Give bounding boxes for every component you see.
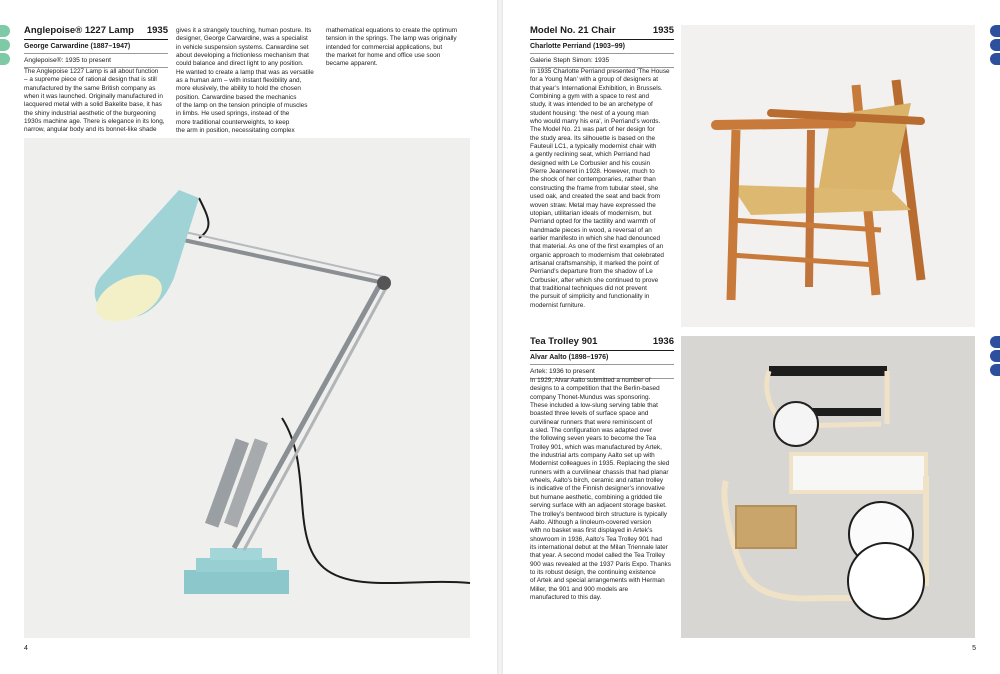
chair-designer: Charlotte Perriand (1903–99) <box>530 40 674 54</box>
lamp-text-column-2: gives it a strangely touching, human posture. Its designer, George Carwardine, was a specialist in vehicle suspension systems. Carwardine set about developing a frictionless mechanism that could balance and direct light to any position. He wanted to create a lamp that was as versatile as a human arm – with instant flexibility and, more elusively, the ability to hold the chosen position. Carwardine based the mechanics of the lamp on the tension principle of muscles in limbs. He used springs, instead of the more traditional counterweights, to keep the arm in position, necessitating complex <box>176 27 314 135</box>
section-tabs-right-top <box>990 25 1000 67</box>
small-trolley-top <box>769 366 887 376</box>
chair-front-leg <box>731 130 736 300</box>
trolley-wheel <box>848 543 924 619</box>
section-tab <box>990 364 1000 376</box>
chair-illustration <box>681 25 975 327</box>
chair-armrest <box>716 123 851 125</box>
trolley-title: Tea Trolley 901 <box>530 336 598 347</box>
chair-entry-header <box>530 25 674 68</box>
lamp-designer: George Carwardine (1887–1947) <box>24 40 168 54</box>
lamp-year: 1935 <box>146 25 168 36</box>
section-tabs-right-bottom <box>990 336 1000 378</box>
trolley-tile-top <box>791 454 926 492</box>
model-21-chair-photo <box>681 25 975 327</box>
lamp-upper-arm <box>174 238 384 283</box>
lamp-base-step <box>196 558 277 572</box>
chair-front-leg <box>809 130 811 287</box>
section-tab <box>0 39 10 51</box>
trolley-rattan-basket <box>736 506 796 548</box>
chair-title: Model No. 21 Chair <box>530 25 616 36</box>
lamp-lower-arm-rod <box>244 288 386 550</box>
chair-text: In 1935 Charlotte Perriand presented ‘The House for a Young Man’ with a group of designers at that year’s International Exhibition, in Brussels. Combining a gym with a space to rest and study, it was intended to be an archetype of student housing: ‘the nest of a young man who would marry his era’, in Perriand’s words. The Model No. 21 was part of her design for the study area. Its silhouette is based on the Fauteuil LC1, a typically modernist chair with a gently reclining seat, which Perriand had designed with Le Corbusier and his cousin Pierre Jeanneret in 1928. However, much to the shock of her contemporaries, rather than constructing the frame from tubular steel, she used oak, and created the seat and back from woven straw. Metal may have expressed the utopian, utilitarian ideals of modernism, but Perriand opted for the tactility and warmth of handmade pieces in wood, a reversal of an earlier manifesto in which she had denounced that material. As one of the first examples of an organic approach to modernism that celebrated artisanal craftsmanship, it marked the point of Perriand’s departure from the shadow of Le Corbusier, after which she continued to prove that traditional techniques did not prevent the pursuit of simplicity and functionality in modernist furniture. <box>530 68 670 309</box>
section-tab <box>0 53 10 65</box>
lamp-maker: Anglepoise®: 1935 to present <box>24 54 168 68</box>
trolley-illustration <box>681 336 975 638</box>
section-tab <box>990 39 1000 51</box>
lamp-cable <box>199 198 470 583</box>
lamp-lower-arm <box>234 286 379 548</box>
trolley-maker: Artek: 1936 to present <box>530 365 674 379</box>
anglepoise-lamp-photo <box>24 138 470 638</box>
section-tab <box>0 25 10 37</box>
section-tab <box>990 53 1000 65</box>
page-number-right: 5 <box>972 645 976 652</box>
lamp-base <box>184 570 289 594</box>
section-tabs-left <box>0 25 10 67</box>
trolley-entry-header <box>530 336 674 379</box>
trolley-year: 1936 <box>652 336 674 347</box>
chair-stretcher <box>731 255 876 265</box>
chair-maker: Galerie Steph Simon: 1935 <box>530 54 674 68</box>
lamp-upper-arm-rod <box>176 230 386 277</box>
lamp-entry-header <box>24 25 168 68</box>
section-tab <box>990 350 1000 362</box>
page-number-left: 4 <box>24 645 28 652</box>
tea-trolley-901-photo <box>681 336 975 638</box>
small-trolley-wheel <box>774 402 818 446</box>
lamp-text-column-1: The Anglepoise 1227 Lamp is all about function – a supreme piece of rational design that is still manufactured by the same British company as when it was launched. Originally manufactured in lacquered metal with a solid Bakelite base, it has the shiny industrial aesthetic of the burgeoning 1930s machine age. There is elegance in its long, narrow, angular body and its bonnet-like shade <box>24 68 165 134</box>
lamp-title: Anglepoise® 1227 Lamp <box>24 25 134 36</box>
trolley-text: In 1929, Alvar Aalto submitted a number of designs to a competition that the Berlin-based company Thonet-Mundus was sponsoring. These included a low-slung serving table that boasted three levels of surface space and curvilinear runners that were reminiscent of a sled. The configuration was adapted over the following seven years to become the Tea Trolley 901, which was manufactured by Artek, the industrial arts company Aalto set up with Modernist colleagues in 1935. Replacing the sled runners with a curvilinear chassis that had planar wheels, Aalto’s birch, ceramic and rattan trolley is indicative of the Finnish designer’s innovative but humane aesthetic, combining a gridded tile serving surface with an adjacent storage basket. The trolley’s bentwood birch structure is typically Aalto. Although a linoleum-covered version with no basket was first displayed in Artek’s showroom in 1936, Aalto’s Tea Trolley 901 had its international debut at the Milan Triennale later that year. A second model called the Tea Trolley 900 was revealed at the 1937 Paris Expo. Thanks to its robust design, the continuing existence of Artek and special arrangements with Herman Miller, the 901 and 900 models are manufactured to this day. <box>530 377 671 601</box>
trolley-designer: Alvar Aalto (1898–1976) <box>530 351 674 365</box>
lamp-elbow-joint <box>377 276 391 290</box>
section-tab <box>990 25 1000 37</box>
lamp-base-top <box>210 548 262 560</box>
chair-year: 1935 <box>652 25 674 36</box>
lamp-text-column-3: mathematical equations to create the optimum tension in the springs. The lamp was originally intended for commercial applications, but the market for home and office use soon became apparent. <box>326 27 458 68</box>
section-tab <box>990 336 1000 348</box>
lamp-illustration <box>24 138 470 638</box>
